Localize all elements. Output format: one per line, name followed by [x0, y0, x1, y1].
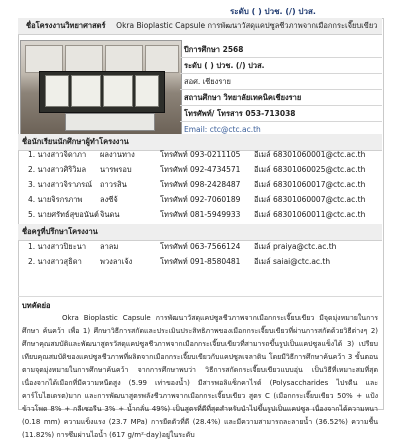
info-school: สอศ. เชียงราย	[180, 74, 382, 90]
advisor-mail[interactable]: อีเมล์ praiya@ctc.ac.th	[254, 242, 337, 251]
member-name: 3. นางสาวจิราภรณ์	[28, 180, 93, 189]
document-level-line: ระดับ ( ) ปวช. (/) ปวส.	[230, 7, 316, 16]
project-title-text: Okra Bioplastic Capsule การพัฒนาวัสดุแคปซูลชีวภาพจากเมือกกระเจี๊ยบเขียว	[116, 21, 378, 30]
advisor-tel: โทรศัพท์ 063-7566124	[160, 242, 241, 251]
info-phone: โทรศัพท์/ โทรสาร 053-713038	[180, 106, 382, 122]
abstract-text: Okra Bioplastic Capsule การพัฒนาวัสดุแคปซูลชีวภาพจากเมือกกระเจี๊ยบเขียว มีจุดมุ่งหมายในการศึกษา ค้นคว้า เพื่อ 1) ศึกษาวิธีการสกัดและประเมินประสิทธิภาพของเมือกกระเจี๊ยบเขียวที่ผ่านการสกัดด้วยวิธีต่างๆ 2) ศึกษาคุณสมบัติและพัฒนาสูตรวัสดุแคปซูลชีวภาพจากเมือกกระเจี๊ยบเขียวที่สามารถขึ้นรูปเป็นแคปซูลแข็งได้ 3) เปรียบเทียบคุณสมบัติของแคปซูลชีวภาพที่ผลิตจากเมือกกระเจี๊ยบเขียวกับแคปซูลเจลาติน โดยมีวิธีการศึกษาค้นคว้า 3 ขั้นตอน ตามจุดมุ่งหมายในการศึกษาค้นคว้า จากการศึกษาพบว่า วิธีการสกัดกระเจี๊ยบเขียวแบบอุ่น เป็นวิธีที่เหมาะสมที่สุด เนื่องจากได้เมือกที่มีความหนืดสูง (5.99 เท่าของน้ำ) มีสารพอลิแซ็กคาไรด์ (Polysaccharides ไปรตีน และคาร์โบไฮเดรต)มาก และการพัฒนาสูตรพลังชีวภาพจากเมือกกระเจี๊ยบเขียว สูตร C (เมือกกระเจี๊ยบเขียว 50% + แป้งข้าวโพด 8% + กลีเซอรีน 3% + น้ำกลั่น 49%) เป็นสูตรที่ดีที่สุดสำหรับนำไปขึ้นรูปเป็นแคปซูล เนื่องจากได้ความหนา (0.18 mm) ความแข็งแรง (23.7 MPa) การยืดตัวที่ดี (28.4%) และมีความสามารถละลายน้ำ (36.52%) ความชื้น (11.82%) การซึมผ่านไอน้ำ (617 g/m²·day)อยู่ในระดับ	[22, 314, 378, 439]
member-surname: ลงซีจ้	[100, 195, 118, 204]
advisor-mail[interactable]: อีเมล์ saiai@ctc.ac.th	[254, 257, 331, 266]
member-mail[interactable]: อีเมล์ 68301060011@ctc.ac.th	[254, 210, 366, 219]
advisor-tel: โทรศัพท์ 091-8580481	[160, 257, 241, 266]
abstract-heading: บทคัดย่อ	[22, 301, 51, 310]
member-name: 5. นายศรัทธ์สุขอนันต์	[28, 210, 99, 219]
advisor-surname: พวงลาเจ้ง	[100, 257, 133, 266]
member-tel: โทรศัพท์ 081-5949933	[160, 210, 241, 219]
member-mail[interactable]: อีเมล์ 68301060007@ctc.ac.th	[254, 195, 366, 204]
member-name: 4. นายจิรกรภาพ	[28, 195, 83, 204]
members-list	[0, 148, 400, 223]
member-surname: นารพรอบ	[100, 165, 132, 174]
members-heading: ชื่อนักเรียนนักศึกษาผู้ทำโครงงาน	[22, 137, 129, 146]
member-tel: โทรศัพท์ 093-0211105	[160, 150, 241, 159]
abstract-divider	[18, 296, 382, 297]
info-email[interactable]: Email: ctc@ctc.ac.th	[184, 125, 261, 134]
member-name: 1. นางสาวจิดาภา	[28, 150, 87, 159]
project-title-label: ชื่อโครงงานวิทยาศาสตร์	[26, 21, 106, 30]
advisors-list	[0, 240, 400, 272]
member-tel: โทรศัพท์ 092-7060189	[160, 195, 241, 204]
info-year: ปีการศึกษา 2568	[180, 42, 382, 58]
project-title-band	[18, 18, 382, 35]
project-photo	[20, 40, 182, 136]
member-mail[interactable]: อีเมล์ 68301060017@ctc.ac.th	[254, 180, 366, 189]
member-surname: ผลงานทาง	[100, 150, 135, 159]
member-mail[interactable]: อีเมล์ 68301060025@ctc.ac.th	[254, 165, 366, 174]
advisor-surname: ลาลม	[100, 242, 119, 251]
member-mail[interactable]: อีเมล์ 68301060001@ctc.ac.th	[254, 150, 366, 159]
advisors-heading: ชื่อครูที่ปรึกษาโครงงาน	[22, 227, 98, 236]
abstract-body	[22, 312, 378, 442]
info-level: ระดับ ( ) ปวช. (/) ปวส.	[180, 58, 382, 74]
advisor-name: 1. นางสาวปิยะนา	[28, 242, 87, 251]
info-institution: สถานศึกษา วิทยาลัยเทคนิคเชียงราย	[180, 90, 382, 106]
member-tel: โทรศัพท์ 098-2428487	[160, 180, 241, 189]
member-tel: โทรศัพท์ 092-4734571	[160, 165, 241, 174]
member-surname: จินดน	[100, 210, 120, 219]
advisors-heading-band	[18, 224, 382, 241]
member-name: 2. นางสาวศิริวิมล	[28, 165, 87, 174]
member-surname: ถาวรสิน	[100, 180, 127, 189]
advisor-name: 2. นางสาวสุธิดา	[28, 257, 82, 266]
